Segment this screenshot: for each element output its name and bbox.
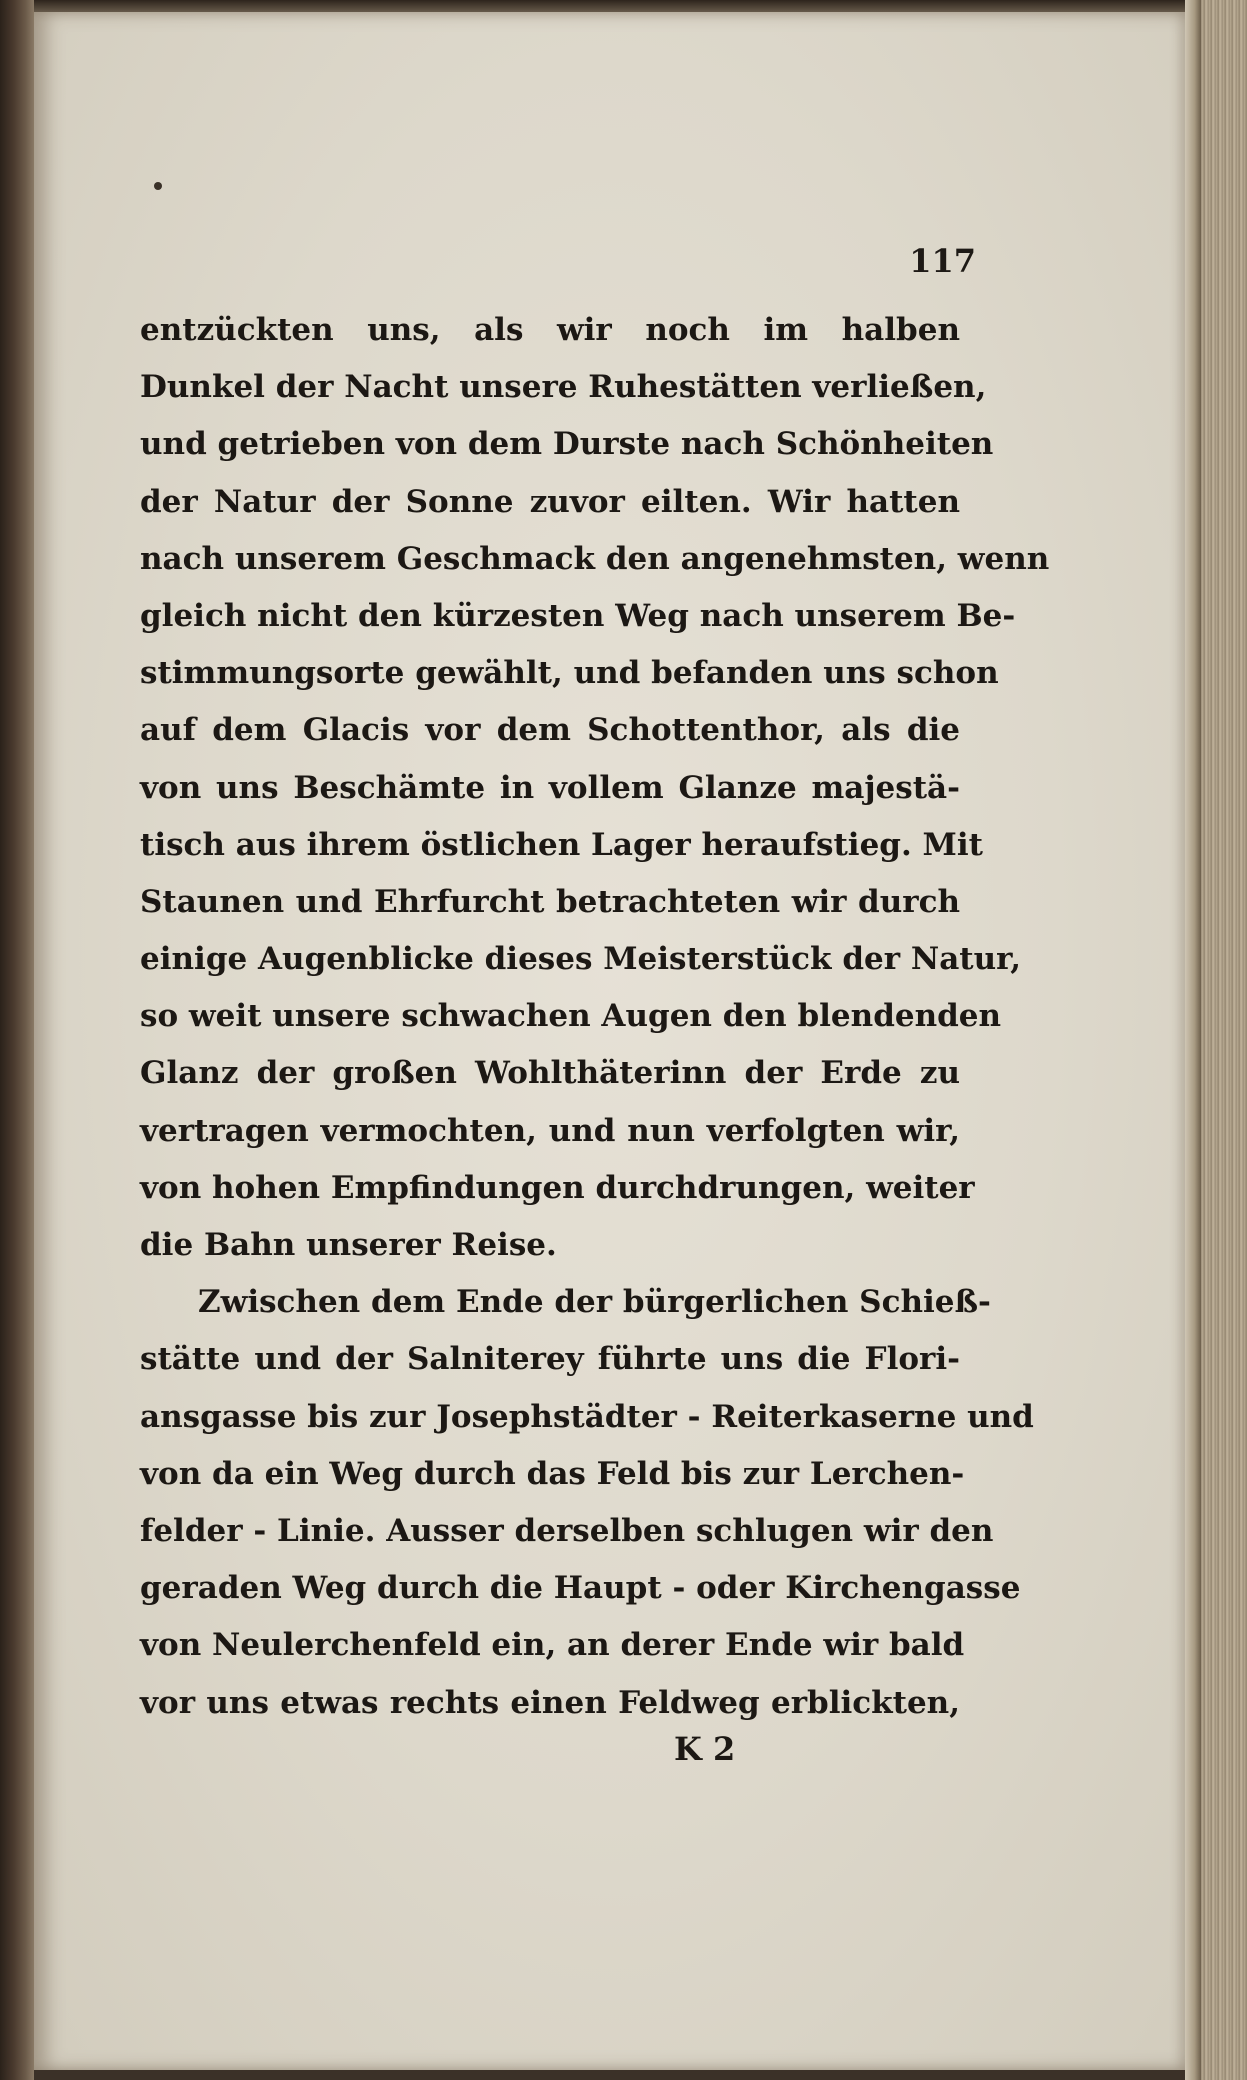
text-line: Dunkel der Nacht unsere Ruhestätten verließen,	[140, 369, 987, 406]
text-line: Glanz der großen Wohlthäterinn der Erde zu	[140, 1055, 960, 1092]
text-line: nach unserem Geschmack den angenehmsten, wenn	[140, 540, 1050, 577]
book-binding	[0, 0, 34, 2080]
text-line: Zwischen dem Ende der bürgerlichen Schieß-	[198, 1284, 991, 1321]
text-line: ansgasse bis zur Josephstädter - Reiterkaserne und	[140, 1398, 1034, 1435]
text-line: stätte und der Salniterey führte uns die Flori-	[140, 1341, 960, 1378]
text-line: Staunen und Ehrfurcht betrachteten wir durch	[140, 883, 960, 920]
text-line: auf dem Glacis vor dem Schottenthor, als die	[140, 712, 960, 749]
text-line: von Neulerchenfeld ein, an derer Ende wir bald	[140, 1627, 965, 1664]
paper-page	[34, 12, 1185, 2070]
body-text	[140, 302, 1050, 1732]
ink-speck	[154, 182, 162, 190]
text-line: vertragen vermochten, und nun verfolgten wir,	[140, 1112, 960, 1149]
text-line: von da ein Weg durch das Feld bis zur Lerchen-	[140, 1455, 965, 1492]
page-edge-stack	[1201, 0, 1247, 2080]
text-line: felder - Linie. Ausser derselben schlugen wir den	[140, 1512, 994, 1549]
text-line: vor uns etwas rechts einen Feldweg erblickten,	[140, 1684, 960, 1721]
text-line: und getrieben von dem Durste nach Schönheiten	[140, 426, 994, 463]
text-line: der Natur der Sonne zuvor eilten. Wir hatten	[140, 483, 960, 520]
text-line: so weit unsere schwachen Augen den blendenden	[140, 998, 1002, 1035]
text-line: die Bahn unserer Reise.	[140, 1227, 557, 1263]
text-line: tisch aus ihrem östlichen Lager heraufstieg. Mit	[140, 826, 983, 863]
text-line: gleich nicht den kürzesten Weg nach unserem Be-	[140, 597, 1016, 634]
page-gutter-shadow	[1185, 0, 1201, 2080]
text-line: stimmungsorte gewählt, und befanden uns schon	[140, 655, 999, 692]
page-number: 117	[909, 242, 976, 280]
text-line: von hohen Empfindungen durchdrungen, weiter	[140, 1169, 975, 1206]
text-line: einige Augenblicke dieses Meisterstück der Natur,	[140, 941, 1022, 978]
text-line: geraden Weg durch die Haupt - oder Kirchengasse	[140, 1570, 1021, 1607]
text-line: von uns Beschämte in vollem Glanze majestä-	[140, 769, 960, 806]
text-line: entzückten uns, als wir noch im halben	[140, 312, 960, 348]
signature-mark: K 2	[674, 1730, 736, 1768]
